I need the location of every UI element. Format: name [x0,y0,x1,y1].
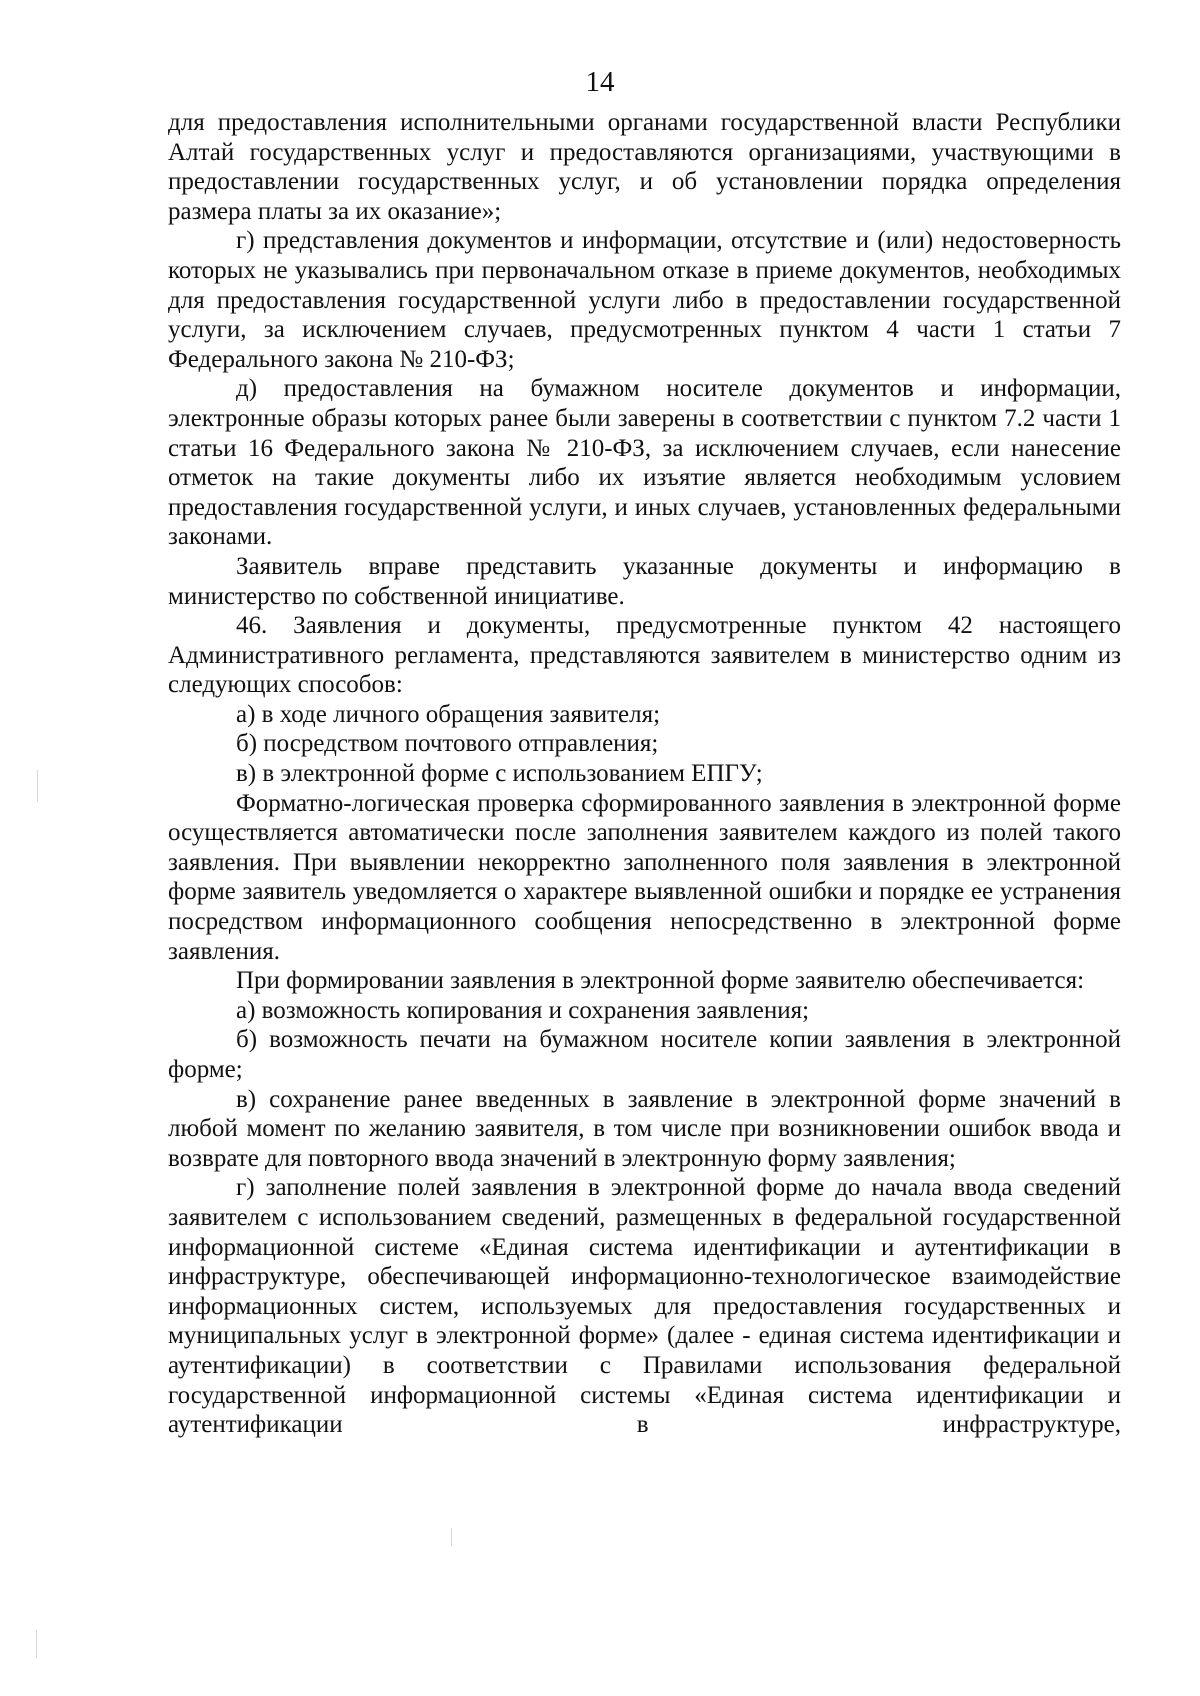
list-item-autofill: г) заполнение полей заявления в электронной форме до начала ввода сведений заявителем с использованием сведений, размещенных в федеральной государственной информационной системе «Единая система идентификации и аутентификации в инфраструктуре, обеспечивающей информационно-технологическое взаимодействие информационных систем, используемых для предоставления государственных и муниципальных услуг в электронной форме» (далее - единая система идентификации и аутентификации) в соответствии с Правилами использования федеральной государственной информационной системы «Единая система идентификации и аутентификации в инфраструктуре, [168,1174,1121,1439]
scan-artifact-line [36,1630,37,1658]
paragraph-item-d: д) предоставления на бумажном носителе документов и информации, электронные образы которых ранее были заверены в соответствии с пунктом 7.2 части 1 статьи 16 Федерального закона № 210-ФЗ, за исключением случаев, если нанесение отметок на такие документы либо их изъятие является необходимым условием предоставления государственной услуги, и иных случаев, установленных федеральными законами. [168,375,1121,551]
page-number: 14 [585,66,615,98]
scan-artifact-line [451,1528,452,1546]
list-item-a: а) в ходе личного обращения заявителя; [236,700,661,728]
list-item-v: в) в электронной форме с использованием ЕПГУ; [236,760,763,788]
paragraph-format-check: Форматно-логическая проверка сформированного заявления в электронной форме осуществляется автоматически после заполнения заявителем каждого из полей такого заявления. При выявлении некорректно заполненного поля заявления в электронной форме заявитель уведомляется о характере выявленной ошибки и порядке ее устранения посредством информационного сообщения непосредственно в электронной форме заявления. [168,789,1121,965]
scan-artifact-line [37,770,38,802]
paragraph-46: 46. Заявления и документы, предусмотренные пунктом 42 настоящего Административного регламента, представляются заявителем в министерство одним из следующих способов: [168,612,1121,699]
paragraph-applicant-right: Заявитель вправе представить указанные документы и информацию в министерство по собственной инициативе. [168,552,1121,610]
document-body [168,108,1121,1440]
paragraph-form-provided: При формировании заявления в электронной форме заявителю обеспечивается: [236,967,1085,995]
paragraph-continuation: для предоставления исполнительными органами государственной власти Республики Алтай государственных услуг и предоставляются организациями, участвующими в предоставлении государственных услуг, и об установлении порядка определения размера платы за их оказание»; [168,109,1121,225]
paragraph-item-g: г) представления документов и информации, отсутствие и (или) недостоверность которых не указывались при первоначальном отказе в приеме документов, необходимых для предоставления государственной услуги либо в предоставлении государственной услуги, за исключением случаев, предусмотренных пунктом 4 части 1 статьи 7 Федерального закона № 210-ФЗ; [168,227,1121,373]
list-item-print: б) возможность печати на бумажном носителе копии заявления в электронной форме; [168,1026,1121,1083]
list-item-save-values: в) сохранение ранее введенных в заявление в электронной форме значений в любой момент по желанию заявителя, в том числе при возникновении ошибок ввода и возврате для повторного ввода значений в электронную форму заявления; [168,1085,1121,1172]
list-item-copy: а) возможность копирования и сохранения заявления; [236,996,810,1024]
list-item-b: б) посредством почтового отправления; [236,730,659,758]
